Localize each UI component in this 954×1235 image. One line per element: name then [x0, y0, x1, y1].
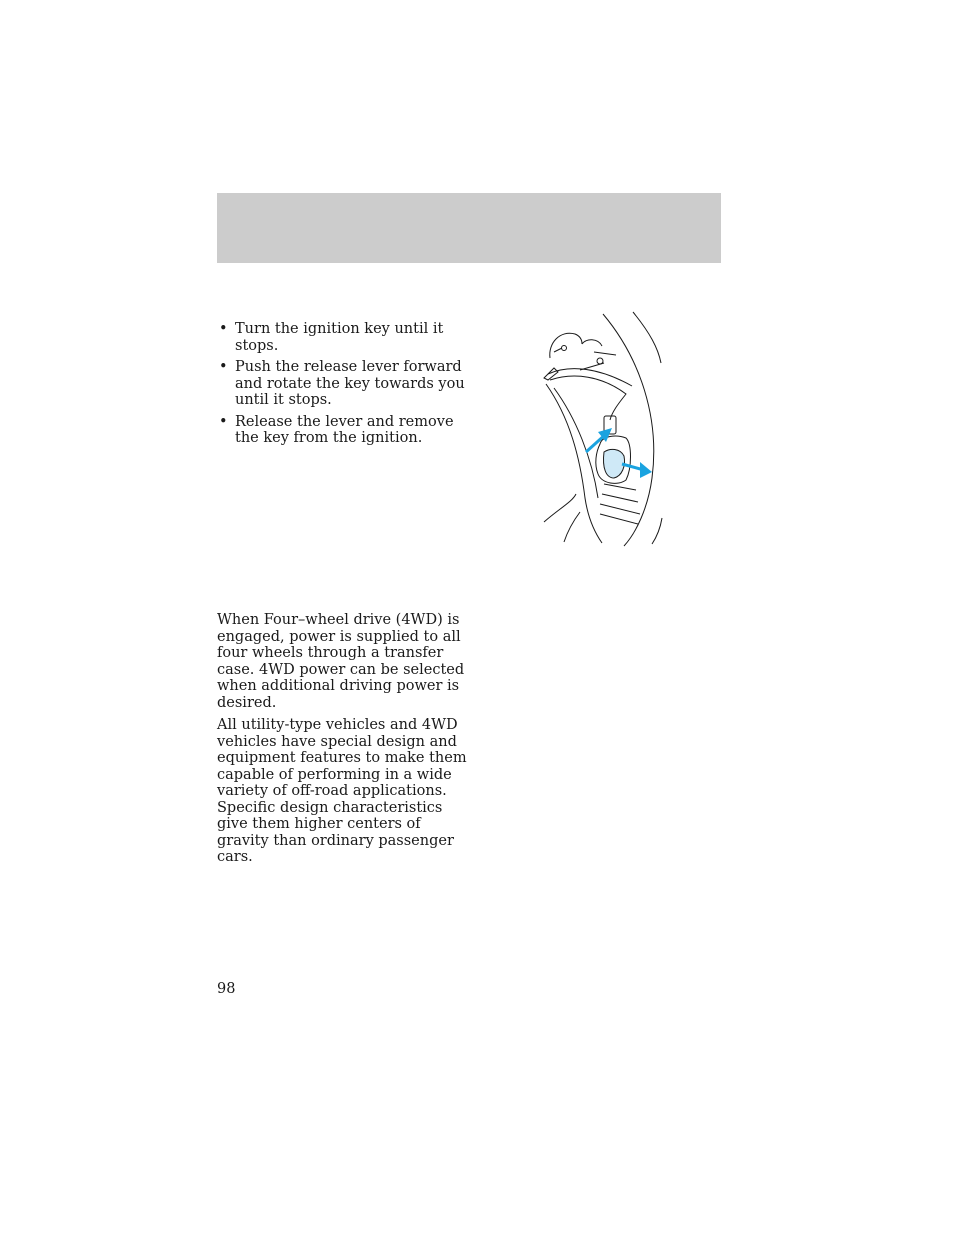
instruction-item — [217, 414, 467, 447]
paragraph: All utility-type vehicles and 4WD vehicles have special design and equipment features to make them capable of performing in a wide variety of off-road applications. Specific design characteristics give them higher centers of gravity than ordinary passenger cars. — [217, 717, 467, 865]
instruction-text: Push the release lever forward and rotate the key towards you until it stops. — [235, 359, 465, 408]
section-header-band — [217, 193, 721, 263]
instruction-text: Release the lever and remove the key from the ignition. — [235, 413, 454, 446]
four-wheel-drive-section — [217, 612, 467, 872]
instruction-item — [217, 359, 467, 409]
paragraph: When Four–wheel drive (4WD) is engaged, power is supplied to all four wheels through a transfer case. 4WD power can be selected when additional driving power is desired. — [217, 612, 465, 711]
instruction-item — [217, 321, 467, 354]
bullet-icon: • — [219, 413, 228, 430]
bullet-icon: • — [219, 321, 228, 337]
bullet-icon: • — [219, 359, 228, 375]
ignition-key-illustration — [540, 308, 670, 548]
page-number: 98 — [217, 981, 236, 997]
instruction-text: Turn the ignition key until it stops. — [235, 321, 444, 354]
instruction-list — [217, 321, 467, 452]
